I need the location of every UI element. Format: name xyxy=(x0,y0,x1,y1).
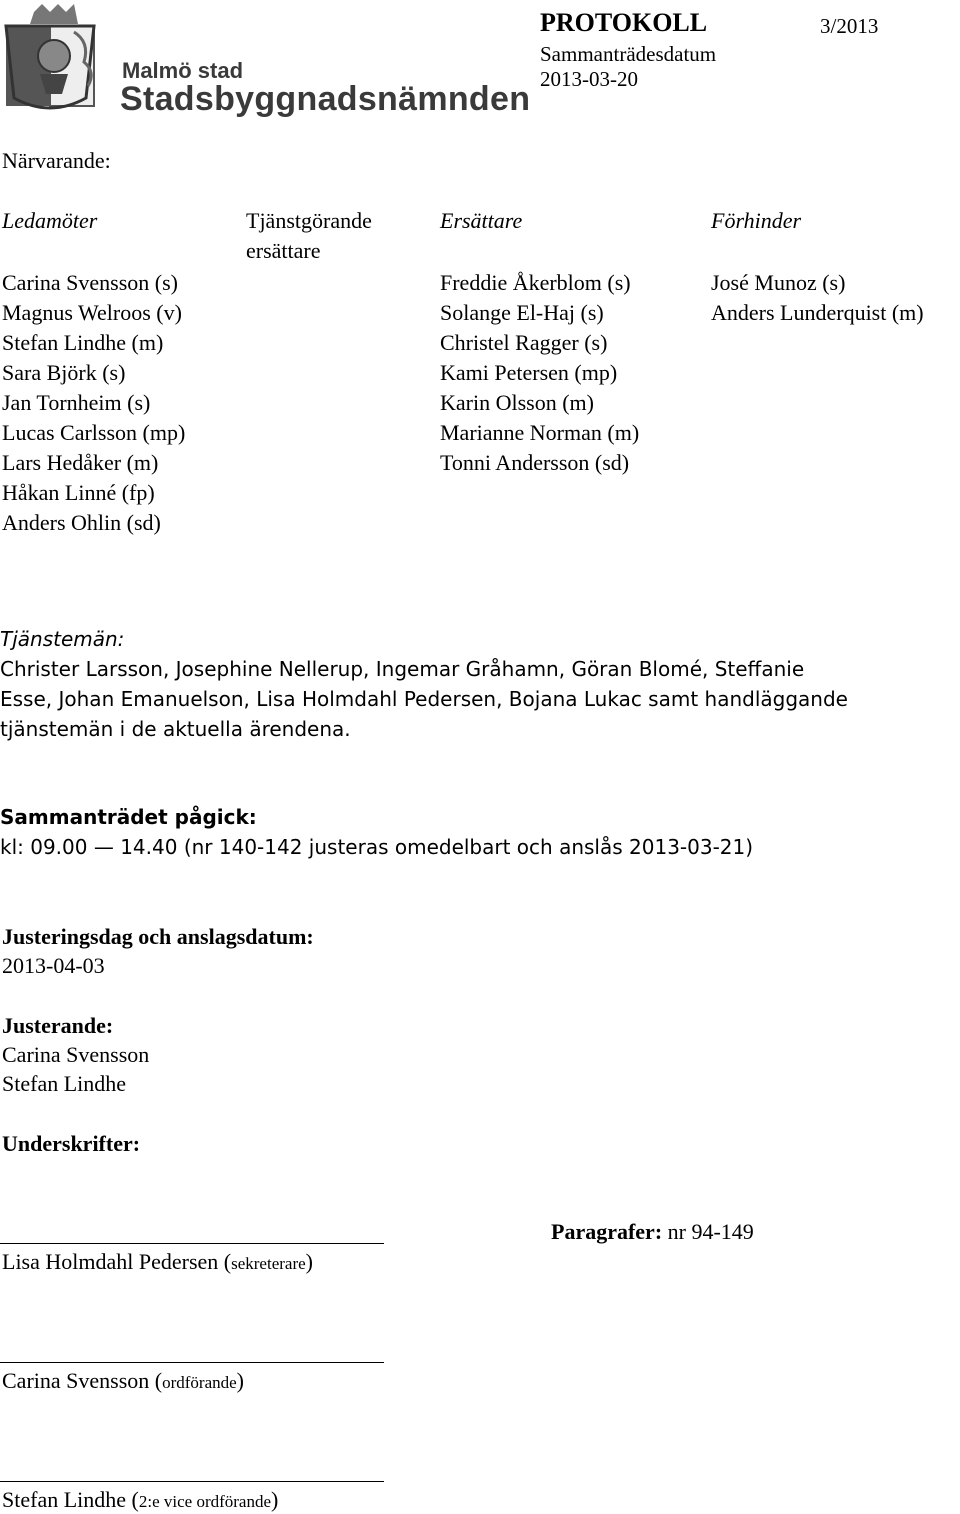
adjustment-heading: Justeringsdag och anslagsdatum: xyxy=(2,924,314,949)
column-header-tjanstgorande: Tjänstgörande xyxy=(246,208,372,233)
list-item: Lars Hedåker (m) xyxy=(2,450,159,475)
logo-city-name: Malmö stad xyxy=(122,58,244,83)
officials-line-3: tjänstemän i de aktuella ärendena. xyxy=(0,717,351,741)
paragrafer-value: nr 94-149 xyxy=(662,1219,754,1244)
list-item: Karin Olsson (m) xyxy=(440,390,594,415)
signatory-role: sekreterare xyxy=(231,1254,306,1273)
list-item: Sara Björk (s) xyxy=(2,360,126,385)
attendance-heading: Närvarande: xyxy=(2,148,111,173)
signatory-close: ) xyxy=(236,1368,244,1393)
signatures-heading: Underskrifter: xyxy=(2,1131,141,1156)
meeting-time: kl: 09.00 — 14.40 (nr 140-142 justeras omedelbart och anslås 2013-03-21) xyxy=(0,835,754,859)
list-item: Jan Tornheim (s) xyxy=(2,390,151,415)
list-item: Christel Ragger (s) xyxy=(440,330,608,355)
ledamoter-list xyxy=(2,268,185,538)
ersattare-list xyxy=(440,268,639,478)
meeting-heading: Sammanträdet pågick: xyxy=(0,805,257,829)
officials-section xyxy=(0,624,900,744)
list-item: Solange El-Haj (s) xyxy=(440,300,604,325)
list-item: Freddie Åkerblom (s) xyxy=(440,270,631,295)
column-header-tjanstgorande-line2: ersättare xyxy=(246,238,321,263)
signatory-vice-chair xyxy=(2,1487,278,1513)
list-item: Carina Svensson (s) xyxy=(2,270,178,295)
column-header-forhinder: Förhinder xyxy=(711,208,802,233)
column-header-ersattare: Ersättare xyxy=(440,208,523,233)
meeting-section xyxy=(0,802,900,862)
forhinder-list xyxy=(711,268,924,328)
officials-line-2: Esse, Johan Emanuelson, Lisa Holmdahl Pedersen, Bojana Lukac samt handläggande xyxy=(0,687,848,711)
list-item: Magnus Welroos (v) xyxy=(2,300,182,325)
signatory-name: Carina Svensson ( xyxy=(2,1368,163,1393)
signatory-role: 2:e vice ordförande xyxy=(138,1492,272,1511)
signatory-role: ordförande xyxy=(162,1373,237,1392)
coat-of-arms-icon xyxy=(4,2,114,114)
signatory-secretary xyxy=(2,1249,313,1275)
list-item: Håkan Linné (fp) xyxy=(2,480,155,505)
signature-line xyxy=(0,1481,384,1482)
malmo-stad-logo xyxy=(4,2,531,120)
signature-line xyxy=(0,1243,384,1244)
officials-line-1: Christer Larsson, Josephine Nellerup, Ingemar Gråhamn, Göran Blomé, Steffanie xyxy=(0,657,805,681)
paragrafer-label: Paragrafer: xyxy=(551,1219,663,1244)
signatory-name: Lisa Holmdahl Pedersen ( xyxy=(2,1249,232,1274)
adjuster-name: Stefan Lindhe xyxy=(2,1071,127,1096)
list-item: Kami Petersen (mp) xyxy=(440,360,618,385)
signature-line xyxy=(0,1362,384,1363)
logo-committee-name: Stadsbyggnadsnämnden xyxy=(120,80,531,118)
list-item: Marianne Norman (m) xyxy=(440,420,640,445)
adjusters-heading: Justerande: xyxy=(2,1013,114,1038)
meeting-date-label: Sammanträdesdatum xyxy=(540,42,717,66)
signatory-chair xyxy=(2,1368,244,1394)
list-item: Tonni Andersson (sd) xyxy=(440,450,630,475)
officials-heading: Tjänstemän: xyxy=(0,627,125,651)
protocol-number: 3/2013 xyxy=(820,14,879,38)
column-header-ledamoter: Ledamöter xyxy=(2,208,98,233)
list-item: Stefan Lindhe (m) xyxy=(2,330,164,355)
meeting-date: 2013-03-20 xyxy=(540,67,638,91)
adjuster-name: Carina Svensson xyxy=(2,1042,150,1067)
list-item: Anders Lunderquist (m) xyxy=(711,300,924,325)
list-item: José Munoz (s) xyxy=(711,270,846,295)
paragrafer xyxy=(551,1219,754,1245)
signatory-name: Stefan Lindhe ( xyxy=(2,1487,139,1512)
adjustment-date: 2013-04-03 xyxy=(2,953,105,978)
list-item: Anders Ohlin (sd) xyxy=(2,510,161,535)
document-title: PROTOKOLL xyxy=(540,8,708,37)
signatory-close: ) xyxy=(271,1487,279,1512)
list-item: Lucas Carlsson (mp) xyxy=(2,420,186,445)
signatory-close: ) xyxy=(305,1249,313,1274)
